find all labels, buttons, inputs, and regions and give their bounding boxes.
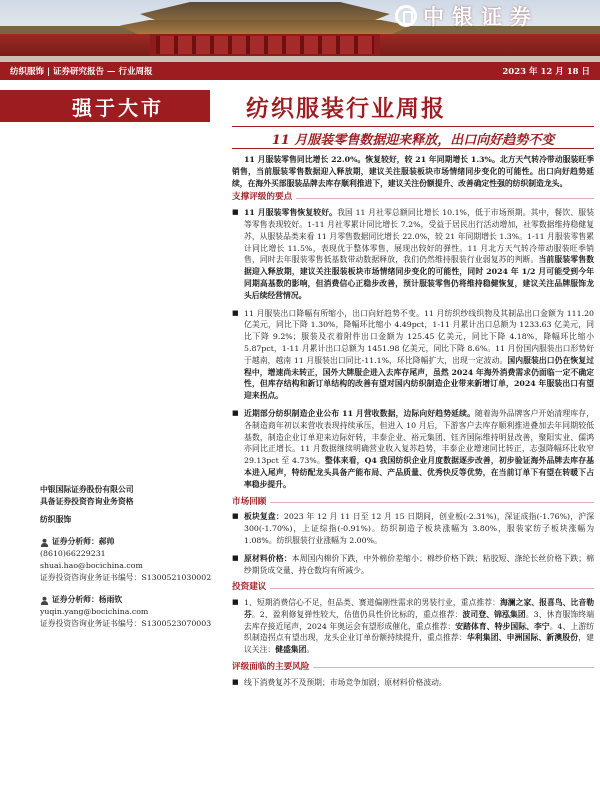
bullet-text [244,408,594,491]
coverage-field: 纺织服饰 [40,515,72,524]
breadcrumb-item-sector: 纺织服饰 [10,67,45,77]
bullet-text [244,597,594,656]
breadcrumb [10,65,502,77]
bullet-text [244,511,594,546]
bullet-icon: ■ [232,598,239,607]
invest-picks: 海澜之家、报喜鸟、比音勒芬 [244,598,594,619]
bullet-icon: ■ [232,208,239,217]
analyst-cert: 证券投资咨询业务证书编号：S1300521030002 [40,573,212,582]
banner-roof-lower [120,20,410,34]
page-subtitle: 11 月服装零售数据迎来释放，出口向好趋势不变 [271,133,555,148]
list-item [232,511,594,546]
bullet-body: 本周国内棉价下跌，中外棉价差缩小；棉纱价格下跌；粘胶短、涤纶长丝价格下跌；棉纱期货成交量、持仓数均有所减少。 [244,553,594,575]
bullet-text [244,553,594,577]
section-heading-invest: 投资建议 [232,582,594,594]
bullet-body: 11 月服装出口降幅有所缩小，出口向好趋势不变。11 月纺织纱线织物及其制品出口金额为 111.20 亿美元，同比下降 1.30%，降幅环比缩小 4.49pct，1-11 月累计出口总额为 1233.63 亿美元，同比下降 9.2%；服装及衣着附件出口金额为 125.45 亿美元，同比下降 4.18%，降幅环比缩小 5.87pct，1-11 月累计出口总额为 1451.98 亿美元，同比下降 8.6%。11 月份国内服装出口形势好于越南，越南 11 月服装出口同比-11.1%，环比降幅扩大，出现一定波动。 [244,308,594,365]
breadcrumb-item-category: 行业周报 [118,67,153,77]
bullet-lead: 11 月服装零售恢复较好。 [244,208,338,218]
breadcrumb-separator: | [44,67,54,77]
list-item [232,677,594,689]
section-heading-points: 支撑评级的要点 [232,192,594,204]
bullet-body: 随着海外品牌客户开始清理库存，各制造商年初以来营收表现持续承压，但进入 10 月后，下游客户去库存顺利推进叠加去年同期较低基数，制造企业订单迎来边际好转，丰泰企业、裕元集团、钰齐国际维持明显改善，聚阳实业、儒鸿亦同比正增长。11 月数据继续明确营业收入复苏趋势，丰泰企业增速同比转正，志强降幅环比收窄 29.13pct 至 4.73%。 [244,408,595,466]
bullet-icon: ■ [232,308,239,317]
brand-logo-text: 中银证券 [423,5,539,29]
company-license: 具备证券投资咨询业务资格 [40,497,134,506]
banner-hall-columns [156,36,374,54]
analyst-phone: (8610)66229231 [40,549,106,558]
bullet-lead: 原材料价格： [244,553,292,563]
bullet-highlight: 国内服装出口仍在恢复过程中，增速尚未转正，国外大牌服企进入去库存尾声，虽然 2024 年海外消费需求仍面临一定不确定性，但库存结构和新订单结构的改善有望对国内纺织制造企业带来新增订单，2024 年服装出口有望迎来拐点。 [244,355,594,401]
brand-logo [395,2,600,30]
analyst-name-text: 证券分析师：杨雨钦 [52,595,123,604]
bullet-text [244,308,594,402]
rating-badge: 强于大市 [0,90,210,122]
title-divider [232,126,594,127]
banner-roof-top [140,2,390,22]
bullet-highlight: 当前服装零售数据迎入释放期，建议关注服装板块市场情绪同步变化的可能性，同时 2024 年 1/2 月可能受到今年同期高基数的影响，但消费信心正稳步改善，预计服装零售仍将维持稳健恢复，建议关注品牌服饰龙头后续经营情况。 [244,255,594,300]
bank-logo-icon [395,5,417,27]
bullet-highlight: 整体来看，Q4 我国纺织企业月度数据逐步改善，初步验证海外品牌去库存基本进入尾声，特纺配龙头具备产能布局、产品质量、优秀快反等优势，在当前订单下有望在转暖下占率稳步提升。 [244,456,594,489]
invest-text: 1、短期消费信心不足，但品类、赛道偏刚性需求的男装行业，重点推荐： [244,598,500,608]
sidebar-info [40,484,230,630]
list-item [232,308,594,402]
summary-paragraph: 11 月服装零售同比增长 22.0%。恢复较好，较 21 年同期增长 1.3%。北方天气转冷带动服装旺季销售，当前服装零售数据迎入释放期，建议关注服装板块市场情绪同步变化的可能性。出口向好趋势延续，在海外买部服装品牌去库存顺利推进下，建议关注份额提升、改善确定性强的纺织制造龙头。 [232,155,594,188]
banner-wall-right [380,34,600,56]
bullet-lead: 近期部分纺织制造企业公布 11 月营收数据，边际向好趋势延续。 [244,408,476,418]
analyst-name [40,594,230,606]
bullet-body: 2023 年 12 月 11 日至 12 月 15 日期间，创业板(-2.31%)，深证成指(-1.76%)，沪深 300(-1.70%)，上证综指(-0.91%)。纺织制造子板块涨幅为 3.80%，服装家纺子板块涨幅为 1.08%。纺织服装行业涨幅为 2.00%。 [244,512,595,545]
invest-text: ，建议关注： [244,633,595,655]
breadcrumb-separator: — [104,67,119,77]
bullet-icon: ■ [232,512,239,521]
list-item [232,207,594,301]
person-icon [40,596,49,605]
list-item [232,553,594,577]
bullet-text [244,207,594,301]
bullet-lead: 板块复盘： [244,512,284,522]
person-icon [40,538,49,547]
info-bar [0,62,600,80]
analyst-cert: 证券投资咨询业务证书编号：S1300523070003 [40,619,212,628]
main-content [232,154,594,695]
list-item [232,408,594,491]
bullet-icon: ■ [232,553,239,562]
invest-picks: 健盛集团 [275,645,307,655]
analyst-email[interactable]: yuqin.yang@bocichina.com [40,607,149,616]
list-item [232,597,594,656]
risk-text: 线下消费复苏不及预期；市场竞争加剧；原材料价格波动。 [244,677,447,687]
banner-wall-left [0,34,150,56]
invest-picks: 安踏体育、特步国际、李宁 [455,621,550,631]
invest-picks: 华利集团、申洲国际、新澳股份 [466,633,579,643]
invest-text: 。 [306,645,315,655]
analyst-name [40,536,230,548]
section-heading-market: 市场回顾 [232,497,594,509]
invest-text: 。4、上游纺织制造拐点有望出现，龙头企业订单份额持续提升，重点推荐： [244,621,594,643]
analyst-name-text: 证券分析师：郝帅 [52,537,115,546]
invest-text: 。2、盈利修复弹性较大，估值仍具性价比标的，重点推荐： [251,609,463,619]
analyst-email[interactable]: shuai.hao@bocichina.com [40,561,143,570]
breadcrumb-item-type: 证券研究报告 [53,67,105,77]
page-title: 纺织服装行业周报 [246,94,446,122]
invest-text: 。3、休育服饰终端去库存接近尾声，2024 年奥运会有望形成催化，重点推荐： [244,609,594,631]
subtitle-divider [232,148,594,149]
analyst-block [40,536,230,584]
bullet-icon: ■ [232,408,239,417]
analyst-block [40,594,230,630]
section-heading-risk: 评级面临的主要风险 [232,662,594,674]
company-name: 中银国际证券股份有限公司 [40,485,134,494]
bullet-icon: ■ [232,677,239,686]
header-banner [0,0,600,62]
invest-picks: 波司登、锦泓集团 [462,609,526,619]
bullet-body: 我国 11 月社零总额同比增长 10.1%，低于市场预期。其中，餐饮、服装等零售表现较好。1-11 月社零累计同比增长 7.2%，受益于居民出行活动增加，社零数据维持稳健复苏，从服装品类来看 11 月零售数据同比增长 22.0%，较 21 年同期增长 1.3%。1-11 月服装零售累计同比增长 11.5%，表现优于整体零售，展现出较好的弹性。11 月北方天气转冷带动服装旺季销售，同时去年服装零售低基数带动数据释放，我们仍然维持服装行业弱复苏的判断。 [244,208,594,265]
report-date: 2023 年 12 月 18 日 [502,67,590,77]
